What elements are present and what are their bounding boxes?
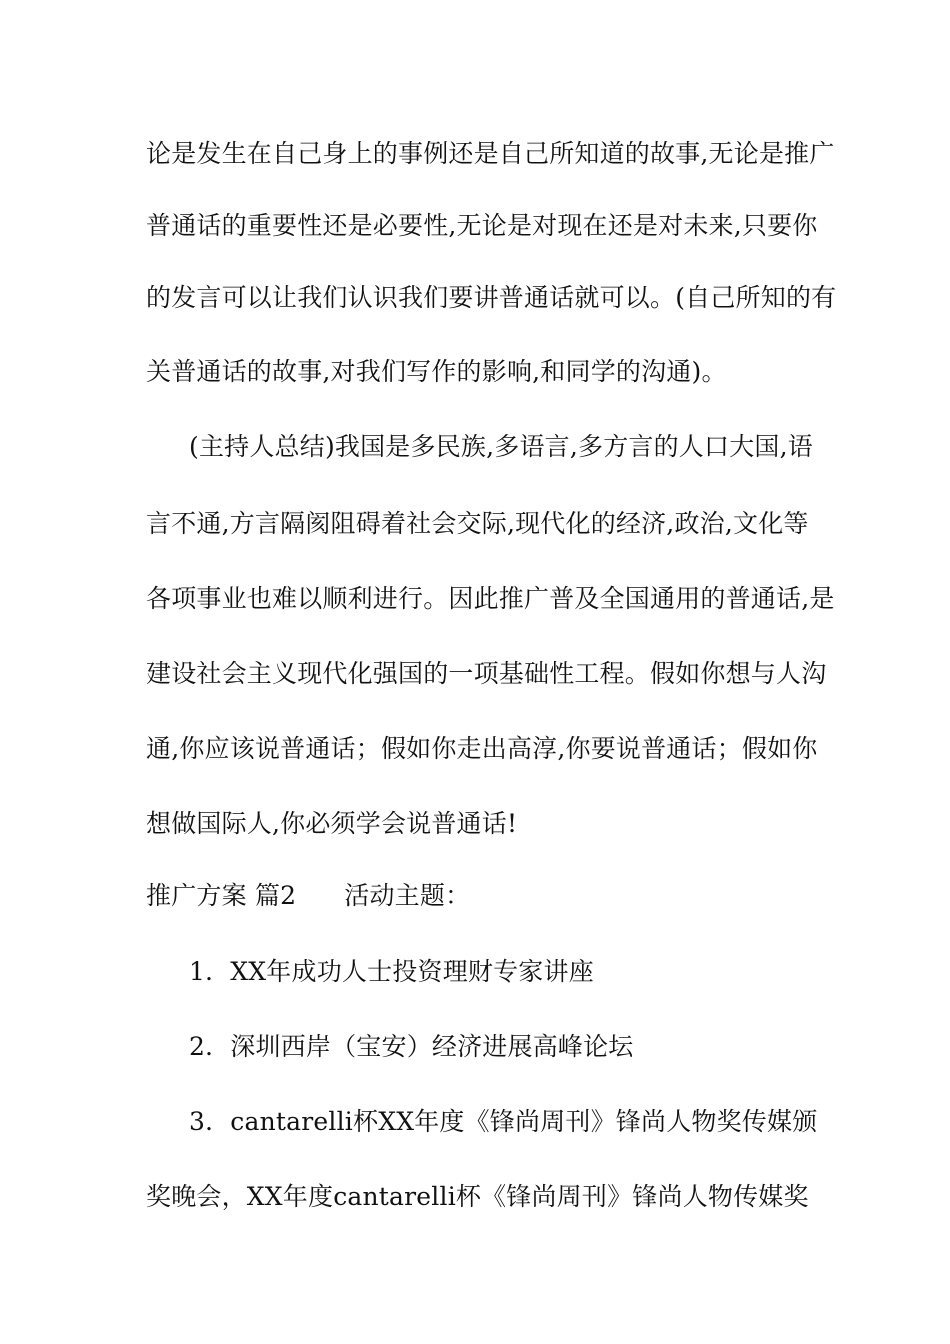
paragraph-line: 论是发生在自己身上的事例还是自己所知道的故事,无论是推广 bbox=[146, 139, 835, 168]
section-label: 活动主题： bbox=[344, 881, 471, 910]
paragraph-line: 奖晚会，XX年度cantarelli杯《锋尚周刊》锋尚人物传媒奖 bbox=[146, 1182, 809, 1211]
section-heading-line bbox=[146, 880, 470, 912]
paragraph-line: (主持人总结)我国是多民族,多语言,多方言的人口大国,语 bbox=[189, 432, 813, 461]
paragraph-line: 的发言可以让我们认识我们要讲普通话就可以。(自己所知的有 bbox=[146, 283, 837, 312]
paragraph-line: 各项事业也难以顺利进行。因此推广普及全国通用的普通话,是 bbox=[146, 584, 835, 613]
paragraph-line: 关普通话的故事,对我们写作的影响,和同学的沟通)。 bbox=[146, 357, 727, 386]
paragraph-line: 言不通,方言隔阂阻碍着社会交际,现代化的经济,政治,文化等 bbox=[146, 509, 809, 538]
paragraph-line: 建设社会主义现代化强国的一项基础性工程。假如你想与人沟 bbox=[146, 659, 827, 688]
list-item: 3．cantarelli杯XX年度《锋尚周刊》锋尚人物奖传媒颁 bbox=[189, 1107, 818, 1136]
paragraph-line: 普通话的重要性还是必要性,无论是对现在还是对未来,只要你 bbox=[146, 211, 818, 240]
paragraph-line: 通,你应该说普通话；假如你走出高淳,你要说普通话；假如你 bbox=[146, 734, 818, 763]
section-heading: 推广方案 篇2 bbox=[146, 881, 297, 910]
list-item: 1．XX年成功人士投资理财专家讲座 bbox=[189, 957, 594, 986]
list-item: 2．深圳西岸（宝安）经济进展高峰论坛 bbox=[189, 1032, 634, 1061]
paragraph-line: 想做国际人,你必须学会说普通话! bbox=[146, 809, 518, 838]
